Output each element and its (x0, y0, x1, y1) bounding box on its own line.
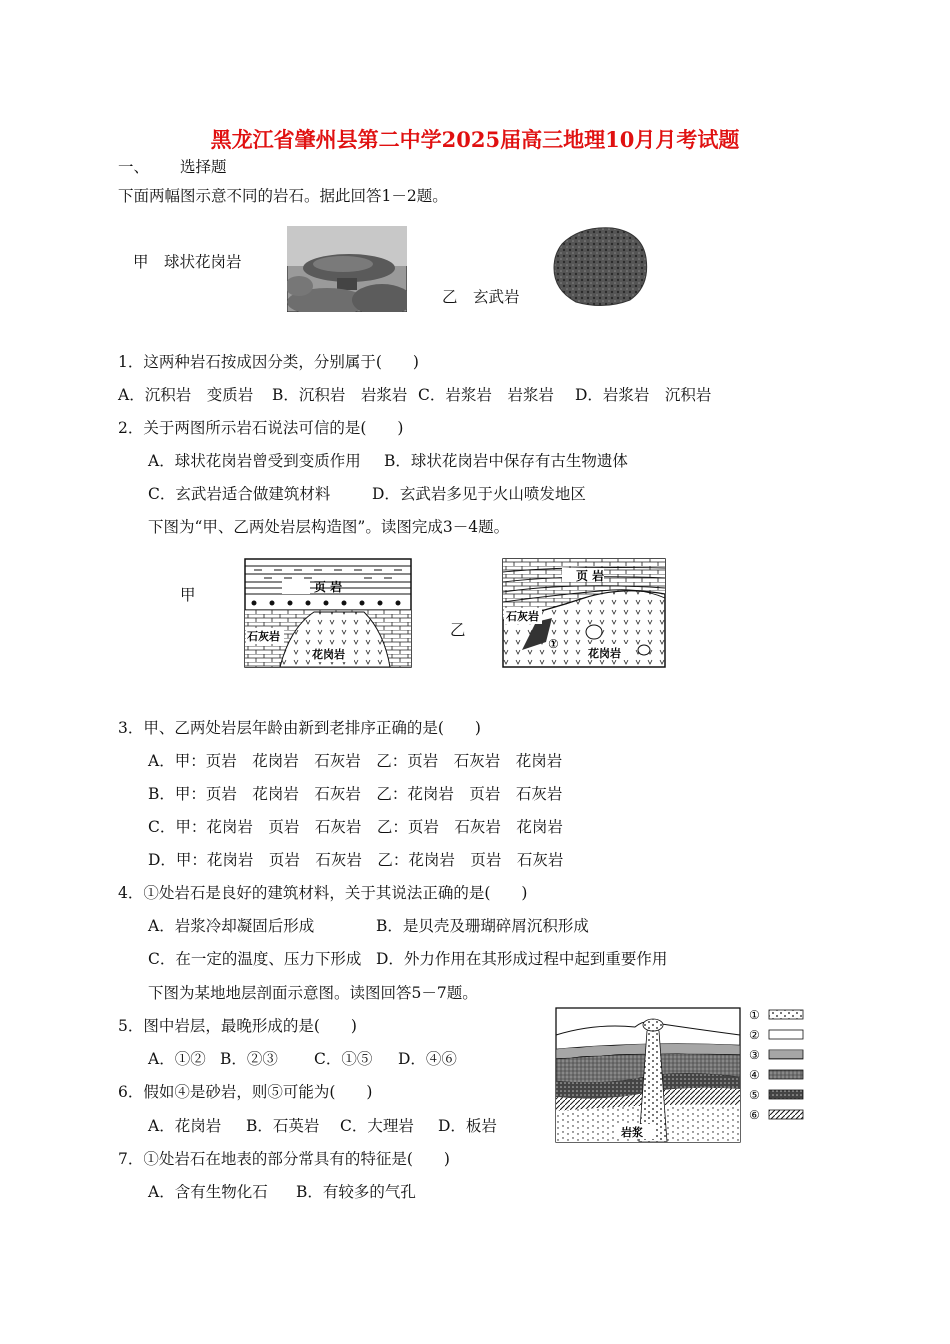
legend-swatch-6 (769, 1110, 803, 1119)
q2-option-c: C．玄武岩适合做建筑材料 (148, 485, 331, 503)
yi-shale-label: 页 岩 (576, 569, 605, 583)
intro-5-7: 下图为某地地层剖面示意图。读图回答5－7题。 (148, 984, 478, 1002)
legend-label-6: ⑥ (749, 1108, 760, 1122)
q3-option-c: C．甲：花岗岩 页岩 石灰岩 乙：页岩 石灰岩 花岗岩 (148, 818, 563, 836)
legend-swatch-1 (769, 1010, 803, 1019)
q1-option-d: D．岩浆岩 沉积岩 (575, 386, 712, 404)
jia-limestone-label: 石灰岩 (247, 630, 280, 643)
legend-swatch-4 (769, 1070, 803, 1079)
q1-option-c: C．岩浆岩 岩浆岩 (418, 386, 554, 404)
legend-label-1: ① (749, 1008, 760, 1022)
q4-option-c: C．在一定的温度、压力下形成 (148, 950, 362, 968)
q4-option-a: A．岩浆冷却凝固后形成 (148, 917, 315, 935)
legend-swatch-2 (769, 1030, 803, 1039)
q7-option-b: B．有较多的气孔 (296, 1183, 416, 1201)
yi-granite-label: 花岗岩 (588, 647, 621, 660)
photo-basalt (550, 224, 650, 308)
legend-swatch-3 (769, 1050, 803, 1059)
jia-shale-label: 页 岩 (314, 580, 343, 594)
q1-option-b: B．沉积岩 岩浆岩 (272, 386, 408, 404)
q4-stem: 4．①处岩石是良好的建筑材料，关于其说法正确的是( ) (118, 884, 528, 902)
q2-option-d: D．玄武岩多见于火山喷发地区 (372, 485, 586, 503)
q4-option-d: D．外力作用在其形成过程中起到重要作用 (376, 950, 668, 968)
intro-1-2: 下面两幅图示意不同的岩石。据此回答1－2题。 (118, 187, 448, 205)
q5-stem: 5．图中岩层，最晚形成的是( ) (118, 1017, 357, 1035)
q1-option-a: A．沉积岩 变质岩 (118, 386, 254, 404)
caption-jia: 甲 球状花岗岩 (133, 253, 242, 271)
q6-stem: 6．假如④是砂岩，则⑤可能为( ) (118, 1083, 373, 1101)
magma-label: 岩浆 (621, 1126, 643, 1139)
legend-label-3: ③ (749, 1048, 760, 1062)
legend-label-2: ② (749, 1028, 760, 1042)
q3-option-b: B．甲：页岩 花岗岩 石灰岩 乙：花岗岩 页岩 石灰岩 (148, 785, 563, 803)
yi-marker-label: ① (548, 637, 559, 651)
legend-label-4: ④ (749, 1068, 760, 1082)
q2-option-b: B．球状花岗岩中保存有古生物遗体 (384, 452, 628, 470)
q5-option-c: C．①⑤ (314, 1050, 373, 1068)
page-title: 黑龙江省肇州县第二中学2025届高三地理10月月考试题 (210, 127, 740, 152)
q6-option-d: D．板岩 (438, 1117, 497, 1135)
jia-granite-label: 花岗岩 (312, 648, 345, 661)
q7-option-a: A．含有生物化石 (148, 1183, 268, 1201)
q2-stem: 2．关于两图所示岩石说法可信的是( ) (118, 419, 404, 437)
yi-limestone-label: 石灰岩 (506, 610, 539, 623)
legend-label-5: ⑤ (749, 1088, 760, 1102)
q5-option-b: B．②③ (220, 1050, 278, 1068)
q5-option-d: D．④⑥ (398, 1050, 457, 1068)
strata-diagram-jia (244, 558, 412, 668)
caption-yi: 乙 玄武岩 (442, 288, 520, 306)
q3-option-a: A．甲：页岩 花岗岩 石灰岩 乙：页岩 石灰岩 花岗岩 (148, 752, 563, 770)
q6-option-c: C．大理岩 (340, 1117, 414, 1135)
strata-diagram-yi (502, 558, 666, 668)
diagram-jia-label: 甲 (180, 586, 196, 604)
q4-option-b: B．是贝壳及珊瑚碎屑沉积形成 (376, 917, 589, 935)
q5-option-a: A．①② (148, 1050, 206, 1068)
intro-3-4: 下图为“甲、乙两处岩层构造图”。读图完成3－4题。 (148, 518, 510, 536)
photo-spherical-granite (287, 226, 407, 312)
q2-option-a: A．球状花岗岩曾受到变质作用 (148, 452, 361, 470)
q6-option-a: A．花岗岩 (148, 1117, 222, 1135)
q6-option-b: B．石英岩 (246, 1117, 320, 1135)
legend-swatch-5 (769, 1090, 803, 1099)
stratigraphic-section-diagram (555, 1005, 811, 1145)
q1-stem: 1．这两种岩石按成因分类，分别属于( ) (118, 353, 419, 371)
section-number: 一、 (118, 158, 150, 176)
q3-option-d: D．甲：花岗岩 页岩 石灰岩 乙：花岗岩 页岩 石灰岩 (148, 851, 564, 869)
q7-stem: 7．①处岩石在地表的部分常具有的特征是( ) (118, 1150, 450, 1168)
section-name: 选择题 (180, 158, 227, 176)
diagram-yi-label: 乙 (450, 621, 466, 639)
q3-stem: 3．甲、乙两处岩层年龄由新到老排序正确的是( ) (118, 719, 481, 737)
